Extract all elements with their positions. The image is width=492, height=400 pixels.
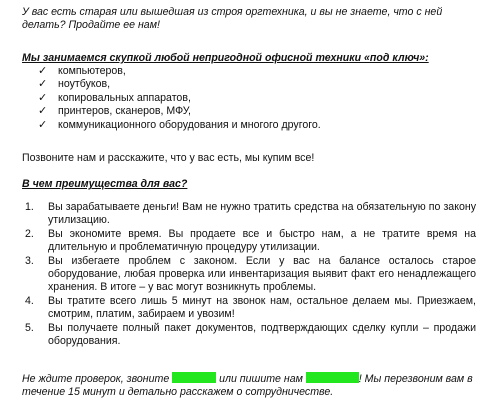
list-item [22, 201, 476, 228]
check-icon: ✓ [38, 91, 48, 104]
check-icon: ✓ [38, 78, 48, 91]
footer-text-part: Не ждите проверок, звоните [22, 373, 173, 385]
list-item-text: Вы зарабатываете деньги! Вам не нужно тратить средства на обязательную по закону утилизацию. [48, 201, 476, 227]
list-item [38, 119, 458, 132]
list-item [38, 65, 458, 78]
phone-highlight [172, 372, 216, 383]
call-to-action-text: Позвоните нам и расскажите, что у вас есть, мы купим все! [22, 152, 315, 164]
list-item [22, 295, 476, 322]
list-item-text: коммуникационного оборудования и многого другого. [58, 118, 321, 131]
footer-text-part: или пишите нам [216, 373, 306, 385]
advantages-list [22, 201, 476, 348]
list-item [22, 228, 476, 255]
list-item-text: Вы экономите время. Вы продаете все и быстро нам, а не тратите время на длительную и проблематичную процедуру утилизации. [48, 227, 476, 254]
check-icon: ✓ [38, 118, 48, 131]
list-item-text: компьютеров, [58, 65, 126, 77]
list-item-text: Вы избегаете проблем с законом. Если у вас на балансе осталось старое оборудование, любая проверка или инвентаризация выявит факт его ненадлежащего хранения. В итоге – у вас могут возникнуть проблемы. [48, 254, 476, 294]
list-item [38, 105, 458, 118]
list-item [22, 255, 476, 295]
list-item-text: Вы тратите всего лишь 5 минут на звонок нам, остальное делаем мы. Приезжаем, смотрим, платим, забираем и увозим! [48, 294, 476, 321]
list-item-text: принтеров, сканеров, МФУ, [58, 105, 191, 118]
list-item-text: копировальных аппаратов, [58, 91, 191, 104]
list-item-text: Вы получаете полный пакет документов, подтверждающих сделку купли – продажи оборудования. [48, 321, 476, 348]
intro-text: У вас есть старая или вышедшая из строя оргтехника, и вы не знаете, что с ней делать? Продайте ее нам! [22, 6, 443, 32]
list-item [38, 92, 458, 105]
footer-text-part: ! Мы перезвоним вам в течение 15 минут и детально расскажем о сотрудничестве. [22, 373, 473, 399]
list-number: 5. [25, 321, 34, 334]
list-item-text: ноутбуков, [58, 78, 111, 91]
check-icon: ✓ [38, 105, 48, 118]
footer-text [22, 372, 478, 400]
list-number: 4. [25, 294, 34, 307]
email-highlight [306, 372, 359, 383]
list-number: 3. [25, 254, 34, 267]
services-list [38, 65, 458, 132]
list-number: 1. [25, 201, 34, 213]
services-heading: Мы занимаемся скупкой любой непригодной офисной техники «под ключ»: [22, 52, 429, 64]
advantages-heading: В чем преимущества для вас? [22, 178, 188, 190]
list-item [38, 78, 458, 91]
list-number: 2. [25, 227, 34, 240]
list-item [22, 322, 476, 349]
check-icon: ✓ [38, 65, 48, 77]
